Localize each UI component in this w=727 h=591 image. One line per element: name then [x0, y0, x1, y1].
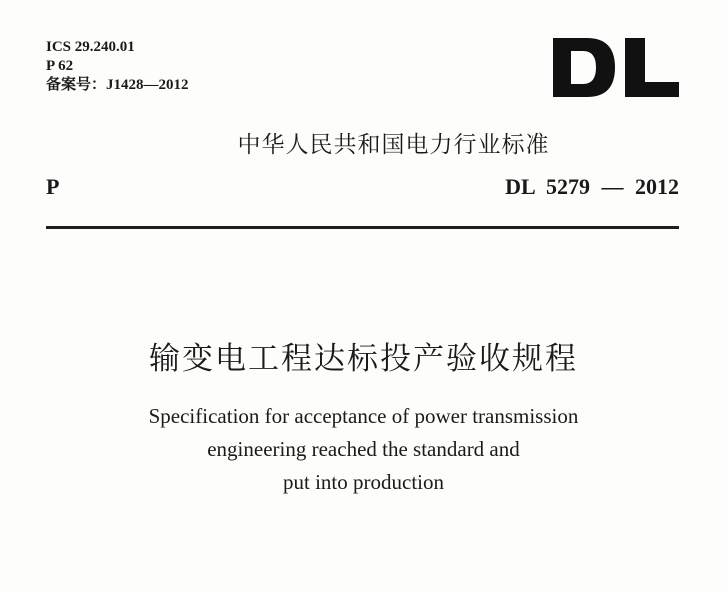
title-english — [0, 400, 727, 499]
title-english-line: engineering reached the standard and — [207, 437, 520, 461]
class-code: P 62 — [46, 58, 74, 74]
title-chinese: 输变电工程达标投产验收规程 — [149, 341, 578, 377]
issuing-body: 中华人民共和国电力行业标准 — [237, 132, 550, 158]
title-english-line: Specification for acceptance of power transmission — [148, 404, 579, 428]
header-divider — [46, 226, 679, 229]
ics-number: ICS 29.240.01 — [46, 39, 135, 55]
dl-logo-letter-l — [625, 38, 679, 97]
category-letter: P — [46, 174, 60, 199]
classification-block — [46, 38, 189, 95]
dl-logo-letter-d — [553, 38, 615, 97]
dl-logo — [553, 38, 679, 97]
title-english-line: put into production — [283, 470, 444, 494]
standard-code: DL 5279 — 2012 — [505, 174, 679, 199]
filing-number: 备案号：J1428—2012 — [46, 77, 189, 93]
